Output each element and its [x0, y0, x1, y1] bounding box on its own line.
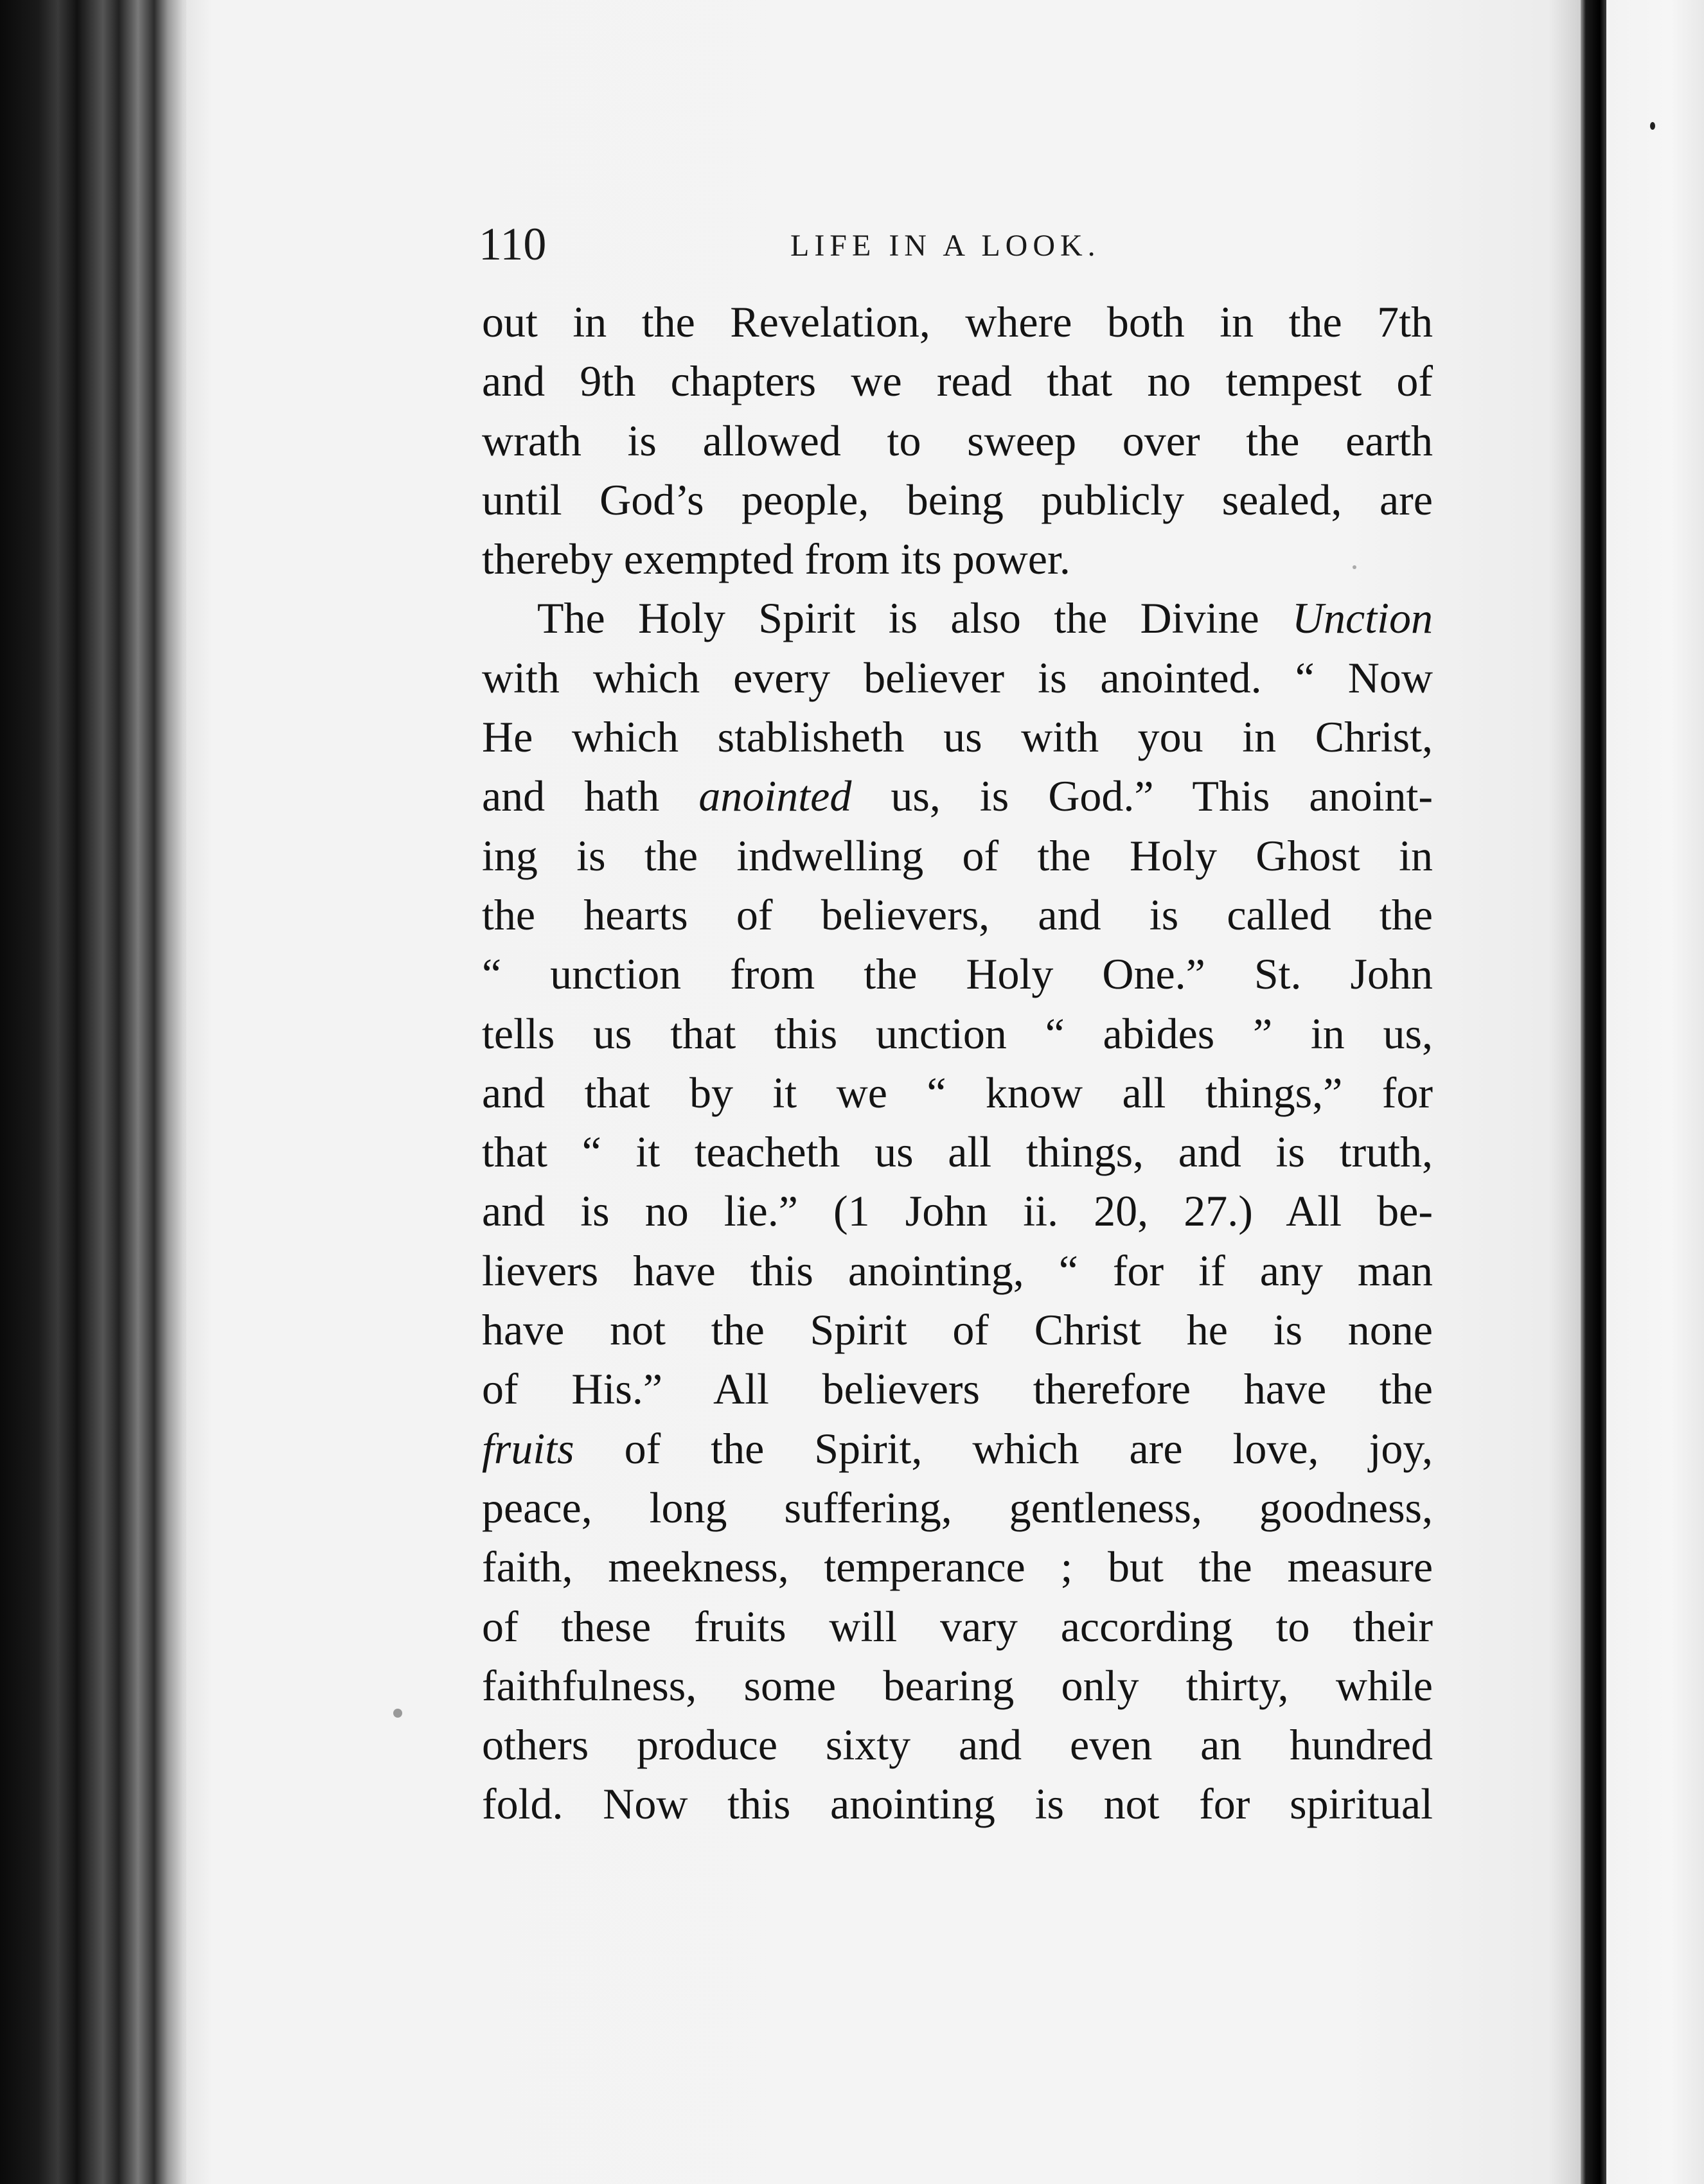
text-line: and is no lie.” (1 John ii. 20, 27.) All be-	[482, 1186, 1433, 1236]
book-gutter	[1581, 0, 1606, 2184]
scan-speck	[1650, 122, 1655, 130]
text-line: of His.” All believers therefore have the	[482, 1364, 1433, 1414]
text-line: The Holy Spirit is also the Divine Unction	[537, 594, 1433, 643]
text-line: and that by it we “ know all things,” for	[482, 1068, 1433, 1117]
text-line: wrath is allowed to sweep over the earth	[482, 416, 1433, 465]
text-line: out in the Revelation, where both in the 7th	[482, 297, 1433, 346]
text-line: fold. Now this anointing is not for spiritual	[482, 1779, 1433, 1829]
running-head: LIFE IN A LOOK.	[790, 229, 1101, 263]
italic-fruits: fruits	[482, 1423, 574, 1473]
italic-unction: Unction	[1291, 594, 1433, 643]
text-line: “ unction from the Holy One.” St. John	[482, 949, 1433, 999]
text-line: of these fruits will vary according to their	[482, 1601, 1433, 1651]
page-number: 110	[479, 218, 547, 270]
page-header	[479, 215, 1442, 273]
italic-anointed: anointed	[698, 771, 852, 821]
text-line: ing is the indwelling of the Holy Ghost in	[482, 831, 1433, 880]
text-line: peace, long suffering, gentleness, goodness,	[482, 1483, 1433, 1532]
text-line: He which stablisheth us with you in Christ,	[482, 712, 1433, 762]
text-line: fruits of the Spirit, which are love, joy,	[482, 1423, 1433, 1473]
body-text	[482, 292, 1433, 1834]
next-page-edge	[1606, 0, 1704, 2184]
book-spine	[0, 0, 193, 2184]
text-line: others produce sixty and even an hundred	[482, 1720, 1433, 1770]
text-line: tells us that this unction “ abides ” in us,	[482, 1008, 1433, 1058]
text-line: and hath anointed us, is God.” This anoint-	[482, 771, 1433, 821]
text-line: the hearts of believers, and is called the	[482, 890, 1433, 939]
text-line: lievers have this anointing, “ for if any man	[482, 1246, 1433, 1295]
text-line: faith, meekness, temperance ; but the measure	[482, 1542, 1433, 1592]
text-line: with which every believer is anointed. “ Now	[482, 653, 1433, 702]
text-line: thereby exempted from its power.	[482, 534, 1070, 584]
text-line: faithfulness, some bearing only thirty, while	[482, 1660, 1433, 1710]
text-line: and 9th chapters we read that no tempest of	[482, 357, 1433, 406]
text-line: have not the Spirit of Christ he is none	[482, 1305, 1433, 1355]
text-line: until God’s people, being publicly sealed, are	[482, 475, 1433, 524]
text-line: that “ it teacheth us all things, and is truth,	[482, 1127, 1433, 1177]
scan-speck	[393, 1709, 402, 1718]
